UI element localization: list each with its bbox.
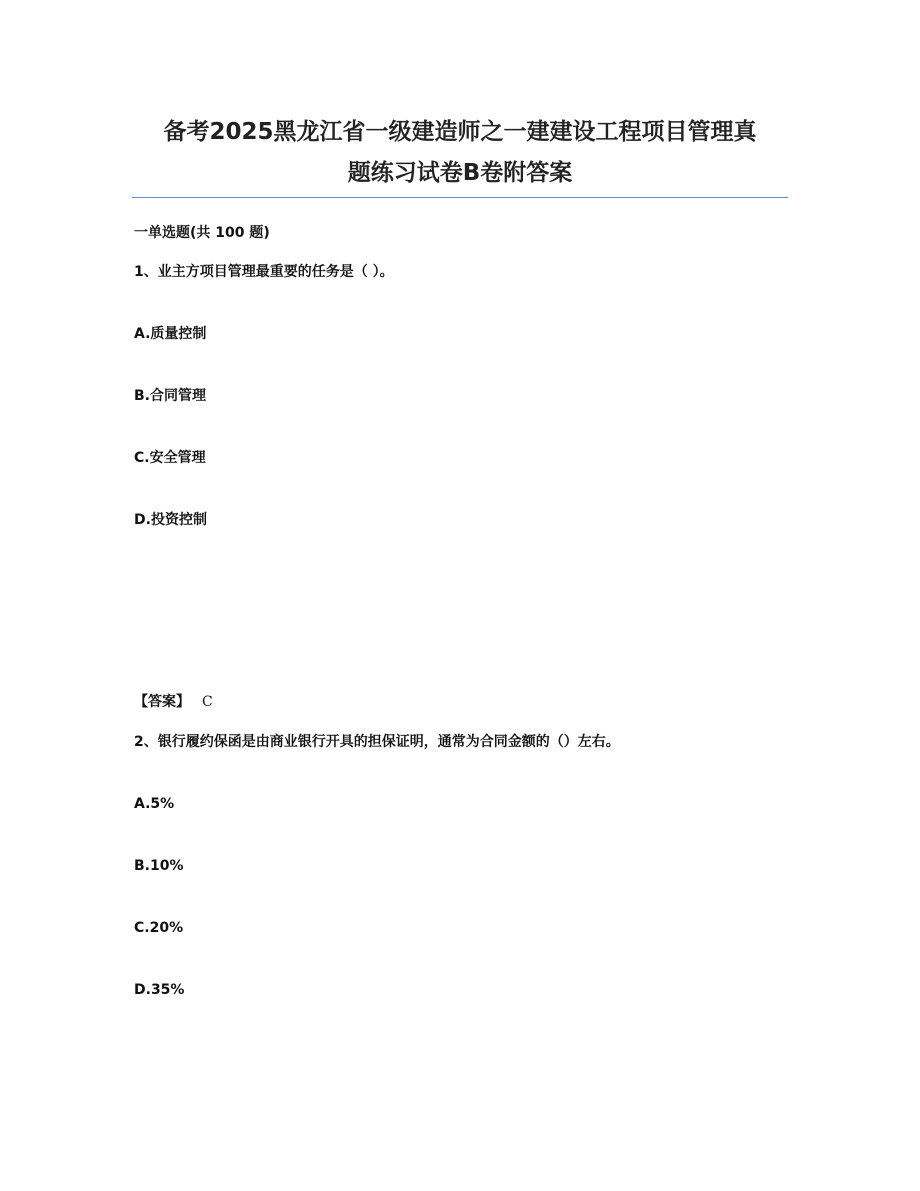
question-2-stem: 2、银行履约保函是由商业银行开具的担保证明，通常为合同金额的（）左右。 <box>134 734 620 750</box>
question-1-option-c: C.安全管理 <box>134 450 206 466</box>
question-1-stem: 1、业主方项目管理最重要的任务是（ ）。 <box>134 264 394 280</box>
question-2-option-c: C.20% <box>134 920 184 936</box>
answer-label: 【答案】 <box>134 694 190 710</box>
question-1-option-b: B.合同管理 <box>134 388 206 404</box>
question-2-option-a: A.5% <box>134 796 175 812</box>
document-title-line-1: 备考2025黑龙江省一级建造师之一建建设工程项目管理真 <box>163 119 757 145</box>
question-1-option-d: D.投资控制 <box>134 512 207 528</box>
question-2-option-b: B.10% <box>134 858 184 874</box>
answer-value: C <box>202 694 213 710</box>
question-2-option-d: D.35% <box>134 982 185 998</box>
section-heading: 一单选题(共 100 题) <box>134 225 270 241</box>
question-1-option-a: A.质量控制 <box>134 326 207 342</box>
question-1-answer <box>134 692 213 712</box>
document-title-line-2: 题练习试卷B卷附答案 <box>347 160 573 186</box>
title-divider <box>132 197 788 198</box>
